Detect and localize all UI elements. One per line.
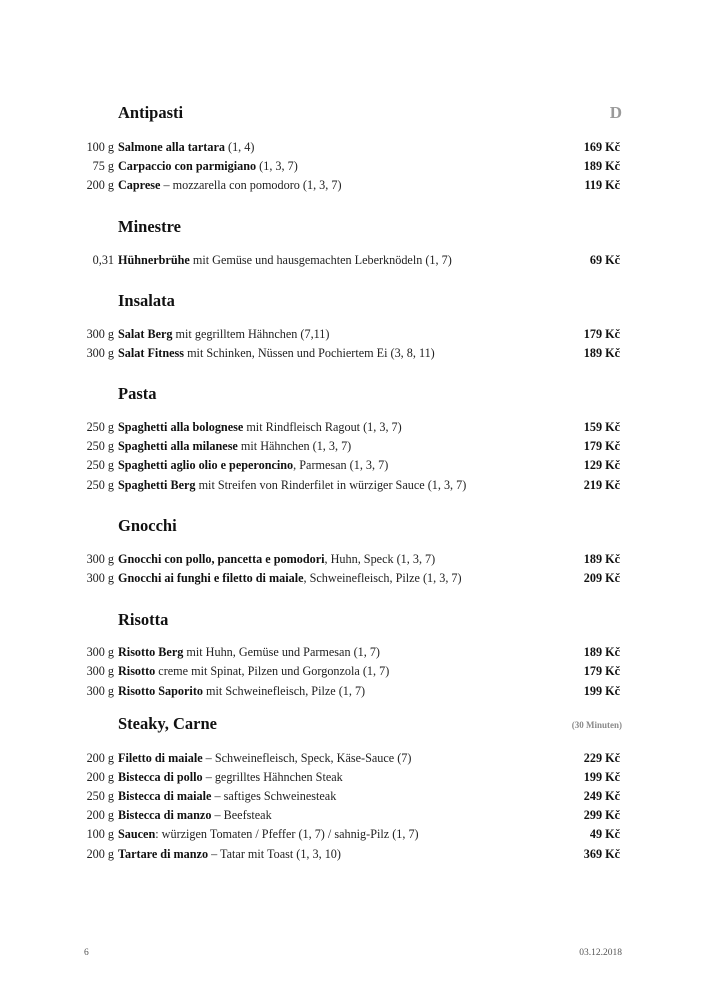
- item-description: [118, 550, 435, 568]
- item-name: Bistecca di manzo: [118, 808, 212, 822]
- menu-item: [0, 550, 706, 568]
- item-price: 119 Kč: [584, 178, 620, 192]
- menu-item: [0, 806, 706, 824]
- item-details: – mozzarella con pomodoro (1, 3, 7): [160, 178, 342, 192]
- item-details: – Tatar mit Toast (1, 3, 10): [208, 847, 341, 861]
- item-quantity: 250 g: [86, 789, 114, 803]
- item-price: 159 Kč: [583, 420, 620, 434]
- item-description: [118, 251, 452, 269]
- item-quantity: 300 g: [86, 346, 114, 360]
- item-quantity: 250 g: [86, 478, 114, 492]
- item-details: – saftiges Schweinesteak: [211, 789, 337, 803]
- item-description: [118, 845, 341, 863]
- menu-item: [0, 569, 706, 587]
- section-marker: D: [609, 103, 622, 122]
- item-quantity: 300 g: [86, 327, 114, 341]
- item-description: [118, 325, 329, 343]
- menu-item: [0, 845, 706, 863]
- item-name: Spaghetti alla milanese: [118, 439, 238, 453]
- item-details: creme mit Spinat, Pilzen und Gorgonzola (1, 7): [155, 664, 390, 678]
- menu-item: [0, 325, 706, 343]
- page-number: 6: [84, 948, 89, 958]
- item-quantity: 300 g: [86, 684, 114, 698]
- item-description: [118, 418, 402, 436]
- item-name: Bistecca di pollo: [118, 770, 203, 784]
- item-quantity: 200 g: [86, 847, 114, 861]
- item-price: 369 Kč: [583, 847, 620, 861]
- item-quantity: 300 g: [86, 552, 114, 566]
- item-quantity: 250 g: [86, 458, 114, 472]
- item-description: [118, 176, 342, 194]
- item-quantity: 200 g: [86, 751, 114, 765]
- menu-item: [0, 682, 706, 700]
- menu-item: [0, 749, 706, 767]
- item-name: Tartare di manzo: [118, 847, 209, 861]
- item-price: 189 Kč: [583, 346, 620, 360]
- item-details: – Schweinefleisch, Speck, Käse-Sauce (7): [202, 751, 412, 765]
- menu-item: [0, 768, 706, 786]
- item-name: Spaghetti aglio olio e peperoncino: [118, 458, 294, 472]
- menu-item: [0, 787, 706, 805]
- item-description: [118, 768, 343, 786]
- item-details: (1, 3, 7): [256, 159, 298, 173]
- menu-item: [0, 662, 706, 680]
- item-quantity: 100 g: [86, 140, 114, 154]
- item-price: 219 Kč: [583, 478, 620, 492]
- item-details: mit gegrilltem Hähnchen (7,11): [172, 327, 330, 341]
- item-description: [118, 662, 389, 680]
- item-description: [118, 456, 388, 474]
- menu-item: [0, 344, 706, 362]
- item-quantity: 100 g: [86, 827, 114, 841]
- item-name: Salmone alla tartara: [118, 140, 225, 154]
- item-name: Salat Fitness: [118, 346, 185, 360]
- item-name: Risotto: [118, 664, 156, 678]
- item-description: [118, 138, 254, 156]
- item-name: Caprese: [118, 178, 161, 192]
- item-description: [118, 344, 435, 362]
- item-details: – Beefsteak: [211, 808, 272, 822]
- item-details: , Parmesan (1, 3, 7): [293, 458, 389, 472]
- item-name: Risotto Saporito: [118, 684, 203, 698]
- item-name: Salat Berg: [118, 327, 173, 341]
- item-price: 229 Kč: [583, 751, 620, 765]
- item-price: 189 Kč: [583, 645, 620, 659]
- item-details: mit Schweinefleisch, Pilze (1, 7): [202, 684, 366, 698]
- item-quantity: 300 g: [86, 571, 114, 585]
- menu-item: [0, 825, 706, 843]
- page-date: 03.12.2018: [579, 948, 622, 958]
- item-price: 179 Kč: [583, 439, 620, 453]
- item-name: Saucen: [118, 827, 156, 841]
- item-description: [118, 476, 466, 494]
- item-description: [118, 437, 351, 455]
- item-details: mit Hähnchen (1, 3, 7): [237, 439, 352, 453]
- item-name: Spaghetti Berg: [118, 478, 196, 492]
- item-description: [118, 787, 336, 805]
- item-name: Filetto di maiale: [118, 751, 203, 765]
- section-note: (30 Minuten): [571, 720, 622, 730]
- section-title-steaky-carne: Steaky, Carne: [118, 714, 217, 733]
- item-name: Risotto Berg: [118, 645, 184, 659]
- section-title-gnocchi: Gnocchi: [118, 516, 177, 535]
- item-quantity: 200 g: [86, 178, 114, 192]
- section-title-risotta: Risotta: [118, 610, 169, 629]
- item-price: 179 Kč: [583, 664, 620, 678]
- item-price: 199 Kč: [583, 684, 620, 698]
- item-price: 189 Kč: [583, 159, 620, 173]
- item-quantity: 200 g: [86, 770, 114, 784]
- item-details: mit Gemüse und hausgemachten Leberknödeln (1, 7): [189, 253, 452, 267]
- item-details: mit Streifen von Rinderfilet in würziger Sauce (1, 3, 7): [195, 478, 467, 492]
- item-name: Gnocchi con pollo, pancetta e pomodori: [118, 552, 325, 566]
- section-title-insalata: Insalata: [118, 291, 175, 310]
- item-price: 249 Kč: [583, 789, 620, 803]
- item-description: [118, 157, 298, 175]
- menu-item: [0, 176, 706, 194]
- item-quantity: 250 g: [86, 439, 114, 453]
- item-quantity: 300 g: [86, 645, 114, 659]
- item-details: mit Rindfleisch Ragout (1, 3, 7): [243, 420, 402, 434]
- menu-item: [0, 643, 706, 661]
- item-details: : würzigen Tomaten / Pfeffer (1, 7) / sahnig-Pilz (1, 7): [155, 827, 419, 841]
- item-price: 299 Kč: [583, 808, 620, 822]
- menu-item: [0, 476, 706, 494]
- item-description: [118, 643, 380, 661]
- item-name: Bistecca di maiale: [118, 789, 212, 803]
- item-description: [118, 825, 419, 843]
- item-price: 199 Kč: [583, 770, 620, 784]
- item-quantity: 200 g: [86, 808, 114, 822]
- item-details: – gegrilltes Hähnchen Steak: [202, 770, 343, 784]
- section-title-pasta: Pasta: [118, 384, 157, 403]
- section-title-minestre: Minestre: [118, 217, 181, 236]
- item-price: 69 Kč: [589, 253, 620, 267]
- menu-item: [0, 437, 706, 455]
- item-name: Gnocchi ai funghi e filetto di maiale: [118, 571, 304, 585]
- item-description: [118, 749, 411, 767]
- menu-item: [0, 418, 706, 436]
- item-details: , Huhn, Speck (1, 3, 7): [324, 552, 436, 566]
- item-price: 179 Kč: [583, 327, 620, 341]
- item-name: Hühnerbrühe: [118, 253, 190, 267]
- item-description: [118, 682, 365, 700]
- item-quantity: 75 g: [92, 159, 114, 173]
- menu-item: [0, 138, 706, 156]
- menu-item: [0, 251, 706, 269]
- item-price: 169 Kč: [583, 140, 620, 154]
- item-price: 189 Kč: [583, 552, 620, 566]
- menu-item: [0, 456, 706, 474]
- item-quantity: 250 g: [86, 420, 114, 434]
- item-price: 129 Kč: [583, 458, 620, 472]
- item-quantity: 0,31: [92, 253, 114, 267]
- item-name: Spaghetti alla bolognese: [118, 420, 244, 434]
- item-details: mit Schinken, Nüssen und Pochiertem Ei (3, 8, 11): [184, 346, 435, 360]
- item-quantity: 300 g: [86, 664, 114, 678]
- item-details: , Schweinefleisch, Pilze (1, 3, 7): [303, 571, 462, 585]
- section-title-antipasti: Antipasti: [118, 103, 184, 122]
- item-price: 209 Kč: [583, 571, 620, 585]
- item-price: 49 Kč: [589, 827, 620, 841]
- item-description: [118, 569, 462, 587]
- item-description: [118, 806, 272, 824]
- item-name: Carpaccio con parmigiano: [118, 159, 257, 173]
- item-details: mit Huhn, Gemüse und Parmesan (1, 7): [183, 645, 380, 659]
- menu-item: [0, 157, 706, 175]
- item-details: (1, 4): [224, 140, 255, 154]
